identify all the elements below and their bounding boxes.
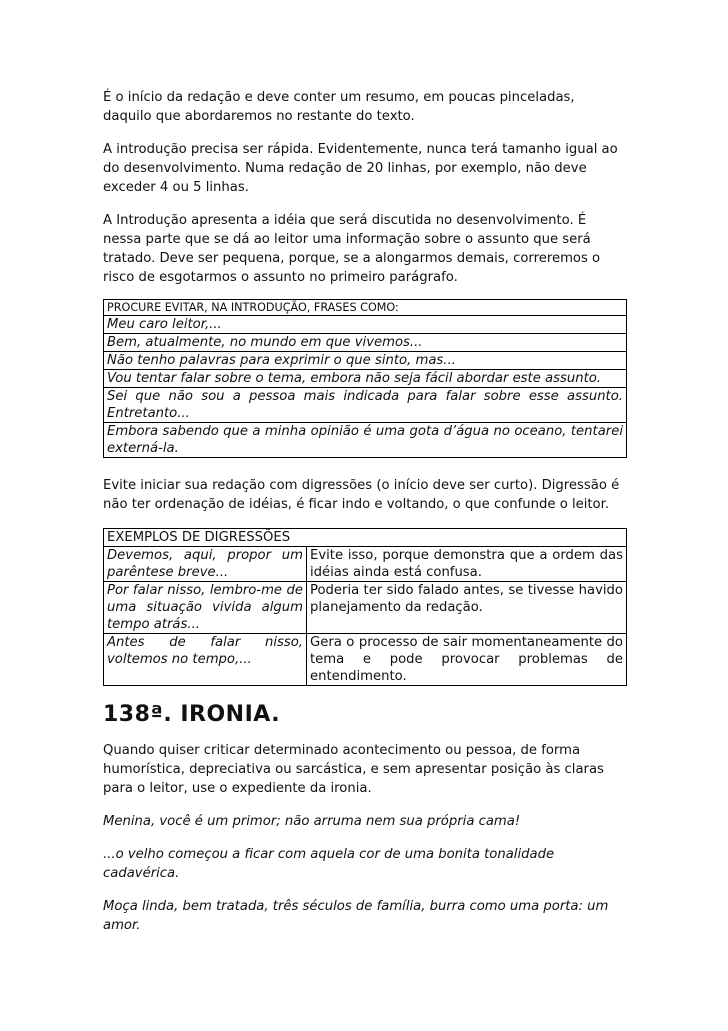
digression-example: Por falar nisso, lembro-me de uma situação vivida algum tempo atrás...: [104, 582, 307, 634]
digression-note: Evite iniciar sua redação com digressões (o início deve ser curto). Digressão é não ter ordenação de idéias, é ficar indo e voltando, o que confunde o leitor.: [103, 478, 620, 512]
digression-example: Antes de falar nisso, voltemos no tempo,...: [104, 634, 307, 686]
avoid-phrase: Sei que não sou a pessoa mais indicada para falar sobre esse assunto. Entretanto...: [104, 388, 627, 423]
irony-paragraph: Quando quiser criticar determinado acontecimento ou pessoa, de forma humorística, depreciativa ou sarcástica, e sem apresentar posição às claras para o leitor, use o expediente da ironia.: [103, 743, 604, 796]
digression-examples-table: [103, 528, 627, 686]
digression-example: Devemos, aqui, propor um parêntese breve...: [104, 547, 307, 582]
digression-comment: Poderia ter sido falado antes, se tivesse havido planejamento da redação.: [307, 582, 627, 634]
avoid-table-header: PROCURE EVITAR, NA INTRODUÇÃO, FRASES COMO:: [104, 300, 627, 316]
digression-comment: Gera o processo de sair momentaneamente do tema e pode provocar problemas de entendimento.: [307, 634, 627, 686]
irony-example: Moça linda, bem tratada, três séculos de família, burra como uma porta: um amor.: [103, 899, 609, 933]
avoid-phrase: Bem, atualmente, no mundo em que vivemos...: [104, 334, 627, 352]
intro-paragraph-1: É o início da redação e deve conter um resumo, em poucas pinceladas, daquilo que abordaremos no restante do texto.: [103, 90, 575, 124]
intro-paragraph-2: A introdução precisa ser rápida. Evidentemente, nunca terá tamanho igual ao do desenvolvimento. Numa redação de 20 linhas, por exemplo, não deve exceder 4 ou 5 linhas.: [103, 142, 618, 195]
digression-table-header: EXEMPLOS DE DIGRESSÕES: [104, 529, 627, 547]
avoid-phrases-table: [103, 299, 627, 458]
irony-example: Menina, você é um primor; não arruma nem sua própria cama!: [103, 814, 521, 829]
irony-example: ...o velho começou a ficar com aquela cor de uma bonita tonalidade cadavérica.: [103, 847, 555, 881]
avoid-phrase: Não tenho palavras para exprimir o que sinto, mas...: [104, 352, 627, 370]
digression-comment: Evite isso, porque demonstra que a ordem das idéias ainda está confusa.: [307, 547, 627, 582]
avoid-phrase: Vou tentar falar sobre o tema, embora não seja fácil abordar este assunto.: [104, 370, 627, 388]
section-heading: 138ª. IRONIA.: [103, 702, 281, 727]
avoid-phrase: Meu caro leitor,...: [104, 316, 627, 334]
intro-paragraph-3: A Introdução apresenta a idéia que será discutida no desenvolvimento. É nessa parte que se dá ao leitor uma informação sobre o assunto que será tratado. Deve ser pequena, porque, se a alongarmos demais, correremos o risco de esgotarmos o assunto no primeiro parágrafo.: [103, 213, 601, 285]
avoid-phrase: Embora sabendo que a minha opinião é uma gota d’água no oceano, tentarei externá-la.: [104, 423, 627, 458]
document-page: [103, 88, 627, 949]
